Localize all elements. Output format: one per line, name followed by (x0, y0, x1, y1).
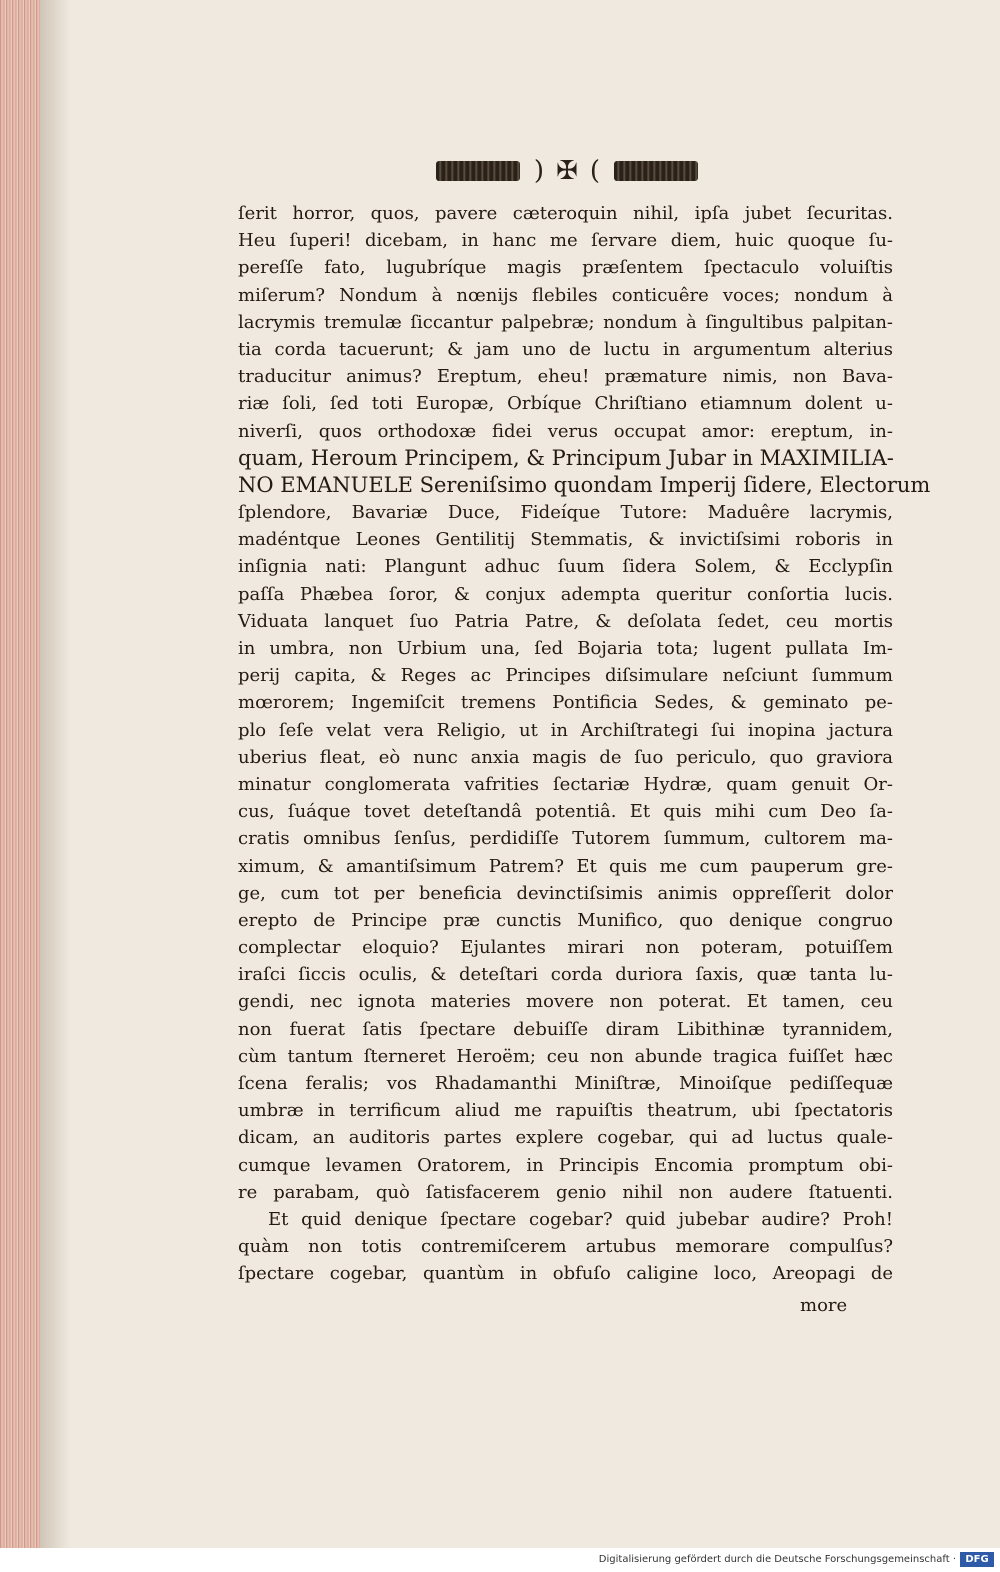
text-line: NO EMANUELE Sereniſsimo quondam Imperij ſidere, Electorum (238, 472, 931, 497)
text-line: umbræ in terrificum aliud me rapuiſtis theatrum, ubi ſpectatoris (238, 1100, 893, 1122)
text-line: uberius fleat, eò nunc anxia magis de ſuo periculo, quo graviora (238, 746, 893, 768)
ornament-band-right (614, 161, 698, 181)
text-line: cùm tantum ſterneret Heroëm; ceu non abunde tragica fuiſſet hæc (238, 1045, 893, 1067)
text-line: dicam, an auditoris partes explere cogebar, qui ad luctus quale- (238, 1127, 893, 1149)
text-line: in umbra, non Urbium una, ſed Bojaria tota; lugent pullata Im- (238, 638, 893, 659)
text-line: inſignia nati: Plangunt adhuc ſuum ſidera Solem, & Ecclypſin (238, 556, 893, 578)
text-line: pereſſe fato, lugubríque magis præſentem ſpectaculo voluiſtis (238, 257, 893, 279)
text-line: lacrymis tremulæ ſiccantur palpebræ; nondum à ſingultibus palpitan- (238, 311, 893, 333)
text-line: riæ ſoli, ſed toti Europæ, Orbíque Chriſtiano etiamnum dolent u- (238, 393, 893, 415)
text-line: Viduata lanquet ſuo Patria Patre, & deſolata ſedet, ceu mortis (238, 610, 893, 632)
text-line: cumque levamen Oratorem, in Principis Encomia promptum obi- (238, 1154, 893, 1176)
text-line: paſſa Phæbea ſoror, & conjux adempta queritur conſortia lucis. (238, 583, 893, 605)
page-gutter-shadow (40, 0, 70, 1548)
text-line: madéntque Leones Gentilitij Stemmatis, & invictiſsimi roboris in (238, 529, 893, 551)
footer-bar (0, 1548, 1000, 1572)
text-line: ximum, & amantiſsimum Patrem? Et quis me cum pauperum gre- (238, 855, 893, 877)
text-line: quam, Heroum Principem, & Principum Jubar in MAXIMILIA- (238, 445, 894, 470)
text-line: plo ſeſe velat vera Religio, ut in Archiſtrategi ſui inopina jactura (238, 719, 893, 741)
text-line: tia corda tacuerunt; & jam uno de luctu in argumentum alterius (238, 338, 893, 360)
catchword: more (800, 1295, 848, 1316)
text-line: traducitur animus? Ereptum, eheu! præmature nimis, non Bava- (238, 366, 893, 388)
text-line: perij capita, & Reges ac Principes diſsimulare neſciunt ſummum (238, 665, 893, 687)
text-line: iraſci ſiccis oculis, & deteſtari corda duriora ſaxis, quæ tanta lu- (238, 964, 893, 986)
text-line: Et quid denique ſpectare cogebar? quid jubebar audire? Proh! (268, 1208, 893, 1230)
text-line: ge, cum tot per beneficia devinctiſsimis animis oppreſſerit dolor (238, 882, 893, 904)
text-line: mœrorem; Ingemiſcit tremens Pontificia Sedes, & geminato pe- (238, 692, 893, 714)
text-line: cus, ſuáque tovet deteſtandâ potentiâ. Et quis mihi cum Deo ſa- (238, 801, 893, 823)
text-line: non fuerat ſatis ſpectare debuiſſe diram Libithinæ tyrannidem, (238, 1018, 893, 1040)
text-line: cratis omnibus ſenſus, perdidiſſe Tutorem ſummum, cultorem ma- (238, 828, 893, 850)
text-line: ſpectare cogebar, quantùm in obfuſo caligine loco, Areopagi de (238, 1263, 893, 1285)
text-line: Heu ſuperi! dicebam, in hanc me ſervare diem, huic quoque ſu- (238, 230, 893, 252)
text-line: ſerit horror, quos, pavere cæteroquin nihil, ipſa jubet ſecuritas. (238, 203, 893, 224)
text-line: niverſi, quos orthodoxæ fidei verus occupat amor: ereptum, in- (238, 420, 893, 442)
text-line: ſplendore, Bavariæ Duce, Fideíque Tutore: Maduêre lacrymis, (238, 502, 893, 524)
text-line: quàm non totis contremiſcerem artubus memorare compulſus? (238, 1236, 893, 1258)
text-line: complectar eloquio? Ejulantes mirari non poteram, potuiſſem (238, 937, 893, 959)
ornament-bracket-left: ) (533, 156, 545, 186)
text-line: ſcena feralis; vos Rhadamanthi Miniſtræ, Minoiſque pediſſequæ (238, 1073, 893, 1094)
header-ornament-icon (436, 157, 698, 189)
text-line: miſerum? Nondum à nœnijs flebiles conticuêre voces; nondum à (238, 284, 893, 306)
text-line: minatur conglomerata vafrities ſectariæ Hydræ, quam genuit Or- (238, 773, 893, 795)
text-line: re parabam, quò ſatisfacerem genio nihil non audere ſtatuenti. (238, 1181, 893, 1203)
body-text (238, 200, 931, 1288)
text-line: gendi, nec ignota materies movere non poterat. Et tamen, ceu (238, 991, 893, 1013)
ornament-cross-icon: ✠ (556, 156, 578, 186)
dfg-logo: DFG (960, 1552, 994, 1567)
funding-credit: Digitalisierung gefördert durch die Deutsche Forschungsgemeinschaft · (598, 1554, 956, 1565)
ornament-bracket-right: ( (589, 156, 601, 186)
ornament-band-left (436, 161, 520, 181)
text-line: erepto de Principe præ cunctis Munifico, quo denique congruo (238, 909, 893, 931)
page-edge (0, 0, 40, 1548)
